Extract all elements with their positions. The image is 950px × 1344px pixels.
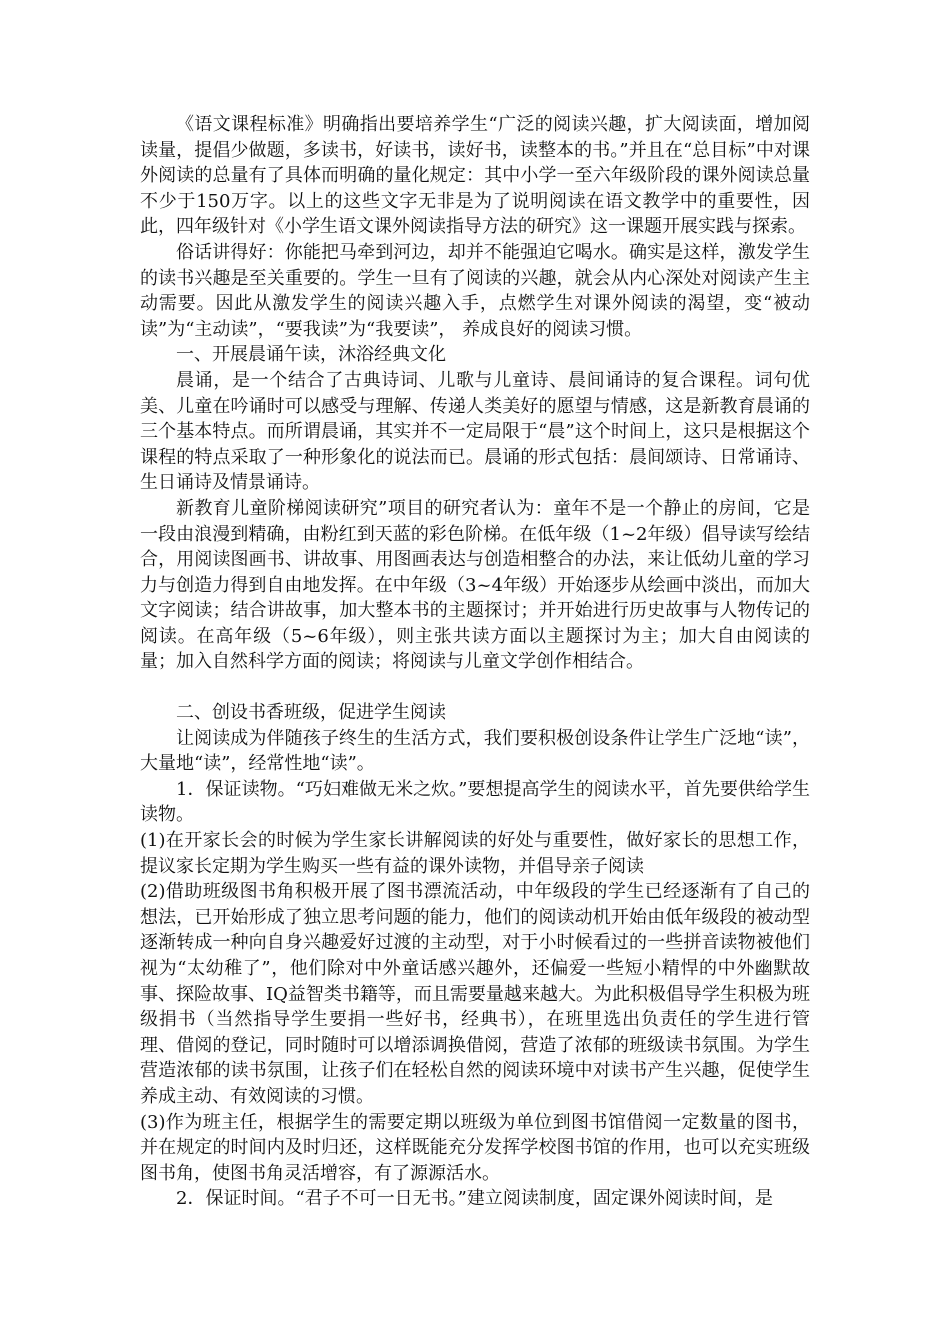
list-item-3: (3)作为班主任，根据学生的需要定期以班级为单位到图书馆借阅一定数量的图书，并在规定的时间内及时归还，这样既能充分发挥学校图书馆的作用，也可以充实班级图书角，使图书角灵活增容，有了源源活水。 [140,1111,810,1184]
ladder-reading-paragraph: 新教育儿童阶梯阅读研究”项目的研究者认为：童年不是一个静止的房间，它是一段由浪漫到精确，由粉红到天蓝的彩色阶梯。在低年级（1~2年级）倡导读写绘结合，用阅读图画书、讲故事、用图画表达与创造相整合的办法，来让低幼儿童的学习力与创造力得到自由地发挥。在中年级（3~4年级）开始逐步从绘画中淡出，而加大文字阅读；结合讲故事，加大整本书的主题探讨；并开始进行历史故事与人物传记的阅读。在高年级（5~6年级），则主张共读方面以主题探讨为主；加大自由阅读的量；加入自然科学方面的阅读；将阅读与儿童文学创作相结合。 [140,497,810,673]
blank-line [140,675,810,700]
section-heading-2: 二、创设书香班级，促进学生阅读 [176,702,446,724]
list-item-2: (2)借助班级图书角积极开展了图书漂流活动，中年级段的学生已经逐渐有了自己的想法，已开始形成了独立思考问题的能力，他们的阅读动机开始由低年级段的被动型逐渐转成一种向自身兴趣爱好过渡的主动型，对于小时候看过的一些拼音读物被他们视为“太幼稚了”，他们除对中外童话感兴趣外，还偏爱一些短小精悍的中外幽默故事、探险故事、IQ益智类书籍等，而且需要量越来越大。为此积极倡导学生积极为班级捐书（当然指导学生要捐一些好书，经典书），在班里选出负责任的学生进行管理、借阅的登记，同时随时可以增添调换借阅，营造了浓郁的班级读书氛围。为学生营造浓郁的读书氛围，让孩子们在轻松自然的阅读环境中对读书产生兴趣，促使学生养成主动、有效阅读的习惯。 [140,881,810,1107]
intro-paragraph: 《语文课程标准》明确指出要培养学生“广泛的阅读兴趣，扩大阅读面，增加阅读量，提倡少做题，多读书，好读书，读好书，读整本的书。”并且在“总目标”中对课外阅读的总量有了具体而明确的量化规定：其中小学一至六年级阶段的课外阅读总量不少于150万字。以上的这些文字无非是为了说明阅读在语文教学中的重要性，因此，四年级针对《小学生语文课外阅读指导方法的研究》这一课题开展实践与探索。 [140,114,810,238]
reading-lifestyle-paragraph: 让阅读成为伴随孩子终生的生活方式，我们要积极创设条件让学生广泛地“读”，大量地“读”，经常性地“读”。 [140,727,810,775]
list-item-1: (1)在开家长会的时候为学生家长讲解阅读的好处与重要性，做好家长的思想工作，提议家长定期为学生购买一些有益的课外读物，并倡导亲子阅读 [140,830,810,877]
ensure-time-paragraph: 2．保证时间。“君子不可一日无书。”建立阅读制度，固定课外阅读时间，是 [176,1188,773,1210]
section-heading-1: 一、开展晨诵午读，沐浴经典文化 [176,344,446,366]
ensure-materials-paragraph: 1．保证读物。“巧妇难做无米之炊。”要想提高学生的阅读水平，首先要供给学生读物。 [140,778,810,826]
interest-paragraph: 俗话讲得好：你能把马牵到河边，却并不能强迫它喝水。确实是这样，激发学生的读书兴趣是至关重要的。学生一旦有了阅读的兴趣，就会从内心深处对阅读产生主动需要。因此从激发学生的阅读兴趣入手，点燃学生对课外阅读的渴望，变“被动读”为“主动读”，“要我读”为“我要读”， 养成良好的阅读习惯。 [140,241,810,340]
morning-recitation-paragraph: 晨诵，是一个结合了古典诗词、儿歌与儿童诗、晨间诵诗的复合课程。词句优美、儿童在吟诵时可以感受与理解、传递人类美好的愿望与情感，这是新教育晨诵的三个基本特点。而所谓晨诵，其实并不一定局限于“晨”这个时间上，这只是根据这个课程的特点采取了一种形象化的说法而已。晨诵的形式包括：晨间颂诗、日常诵诗、生日诵诗及情景诵诗。 [140,369,810,494]
